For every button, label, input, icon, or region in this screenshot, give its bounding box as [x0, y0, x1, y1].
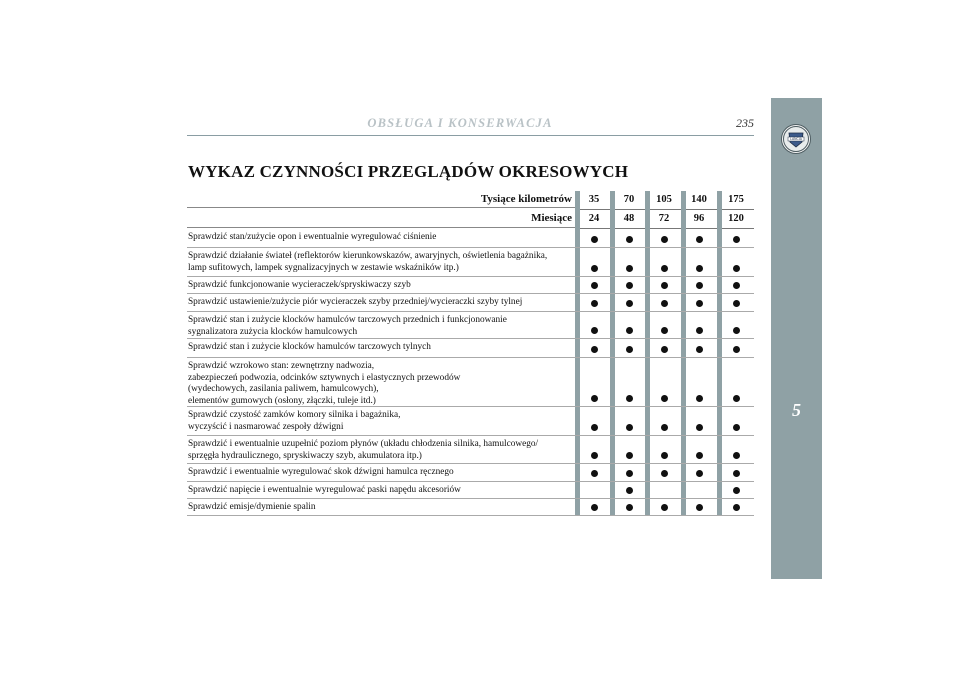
months-label: Miesiące: [531, 212, 572, 224]
km-value: 35: [588, 194, 600, 205]
lancia-logo-icon: [781, 124, 811, 154]
check-dot: [733, 487, 740, 494]
check-dot: [733, 424, 740, 431]
header-rule: [187, 135, 754, 136]
check-dot: [626, 395, 633, 402]
check-dot: [733, 300, 740, 307]
task-text: Sprawdzić działanie świateł (reflektorów kierunkowskazów, awaryjnych, oświetlenia bagażnika, lamp sufitowych, lampek sygnalizacyjnych w zestawie wskaźników itp.): [188, 251, 548, 273]
table-row: [187, 339, 754, 358]
km-value: 175: [728, 194, 744, 205]
check-dot: [591, 300, 598, 307]
header-separator: [187, 227, 575, 228]
check-dot: [591, 470, 598, 477]
km-label: Tysiące kilometrów: [480, 193, 572, 205]
task-text: Sprawdzić stan i zużycie klocków hamulców tarczowych tylnych: [188, 342, 431, 352]
check-dot: [733, 327, 740, 334]
check-dot: [591, 395, 598, 402]
task-text: Sprawdzić emisje/dymienie spalin: [188, 502, 316, 512]
table-row: [187, 482, 754, 499]
task-text: Sprawdzić stan/zużycie opon i ewentualnie wyregulować ciśnienie: [188, 232, 437, 242]
check-dot: [661, 424, 668, 431]
task-text: Sprawdzić stan i zużycie klocków hamulców tarczowych przednich i funkcjonowanie sygnalizatora zużycia klocków hamulcowych: [188, 315, 507, 337]
check-dot: [733, 282, 740, 289]
task-text: Sprawdzić czystość zamków komory silnika i bagażnika, wyczyścić i nasmarować zespoły dźwigni: [188, 410, 401, 432]
month-value: 48: [623, 213, 635, 224]
task-text: Sprawdzić napięcie i ewentualnie wyregulować paski napędu akcesoriów: [188, 485, 461, 495]
check-dot: [626, 424, 633, 431]
check-dot: [591, 504, 598, 511]
check-dot: [591, 236, 598, 243]
check-dot: [696, 327, 703, 334]
table-row: [187, 248, 754, 277]
task-text: Sprawdzić wzrokowo stan: zewnętrzny nadwozia, zabezpieczeń podwozia, odcinków sztywnych i elastycznych przewodów (wydechowych, zasilania paliwem, hamulcowych), elementów gumowych (osłony, złączki, tuleje itd.): [188, 361, 461, 406]
task-text: Sprawdzić i ewentualnie uzupełnić poziom płynów (układu chłodzenia silnika, hamulcowego/ sprzęgła hydraulicznego, spryskiwaczy szyb, akumulatora itp.): [188, 439, 539, 461]
check-dot: [696, 395, 703, 402]
check-dot: [591, 282, 598, 289]
check-dot: [696, 470, 703, 477]
check-dot: [591, 452, 598, 459]
section-tab: [771, 98, 822, 579]
check-dot: [661, 346, 668, 353]
check-dot: [733, 470, 740, 477]
km-value: 70: [623, 194, 635, 205]
check-dot: [626, 487, 633, 494]
check-dot: [661, 282, 668, 289]
check-dot: [626, 300, 633, 307]
table-row: [187, 229, 754, 248]
header-separator: [187, 207, 575, 208]
check-dot: [696, 452, 703, 459]
page-number: 235: [736, 116, 754, 130]
section-number: 5: [792, 400, 801, 420]
check-dot: [661, 395, 668, 402]
check-dot: [733, 346, 740, 353]
check-dot: [661, 470, 668, 477]
check-dot: [591, 265, 598, 272]
check-dot: [591, 424, 598, 431]
check-dot: [733, 504, 740, 511]
task-text: Sprawdzić i ewentualnie wyregulować skok dźwigni hamulca ręcznego: [188, 467, 454, 477]
page-title: WYKAZ CZYNNOŚCI PRZEGLĄDÓW OKRESOWYCH: [188, 162, 629, 181]
logo-text: LANCIA: [790, 137, 802, 142]
km-value: 105: [656, 194, 672, 205]
check-dot: [626, 452, 633, 459]
table-row: [187, 436, 754, 464]
km-values: [577, 191, 754, 209]
row-divider: [187, 515, 754, 516]
check-dot: [626, 265, 633, 272]
check-dot: [661, 452, 668, 459]
check-dot: [696, 424, 703, 431]
check-dot: [733, 265, 740, 272]
header-title: OBSŁUGA I KONSERWACJA: [367, 116, 553, 130]
task-text: Sprawdzić funkcjonowanie wycieraczek/spryskiwaczy szyb: [188, 280, 411, 290]
task-text: Sprawdzić ustawienie/zużycie piór wycieraczek szyby przedniej/wycieraczki szyby tylnej: [188, 297, 523, 307]
month-value: 72: [658, 213, 670, 224]
check-dot: [661, 504, 668, 511]
check-dot: [626, 504, 633, 511]
table-row: [187, 464, 754, 482]
check-dot: [591, 346, 598, 353]
month-value: 24: [588, 213, 600, 224]
check-dot: [733, 395, 740, 402]
check-dot: [696, 300, 703, 307]
check-dot: [661, 327, 668, 334]
check-dot: [696, 236, 703, 243]
table-row: [187, 407, 754, 436]
month-value: 120: [728, 213, 744, 224]
month-values: [577, 210, 754, 228]
table-row: [187, 294, 754, 312]
checks-separator: [577, 209, 754, 210]
check-dot: [591, 327, 598, 334]
check-dot: [696, 265, 703, 272]
check-dot: [696, 346, 703, 353]
km-value: 140: [691, 194, 707, 205]
check-dot: [661, 265, 668, 272]
check-dot: [626, 346, 633, 353]
check-dot: [696, 504, 703, 511]
table-row: [187, 499, 754, 516]
check-dot: [661, 300, 668, 307]
month-value: 96: [693, 213, 705, 224]
check-dot: [733, 452, 740, 459]
check-dot: [626, 470, 633, 477]
table-row: [187, 277, 754, 294]
table-row: [187, 358, 754, 407]
check-dot: [626, 282, 633, 289]
check-dot: [733, 236, 740, 243]
check-dot: [696, 282, 703, 289]
check-dot: [626, 327, 633, 334]
check-dot: [661, 236, 668, 243]
check-dot: [626, 236, 633, 243]
table-row: [187, 312, 754, 339]
